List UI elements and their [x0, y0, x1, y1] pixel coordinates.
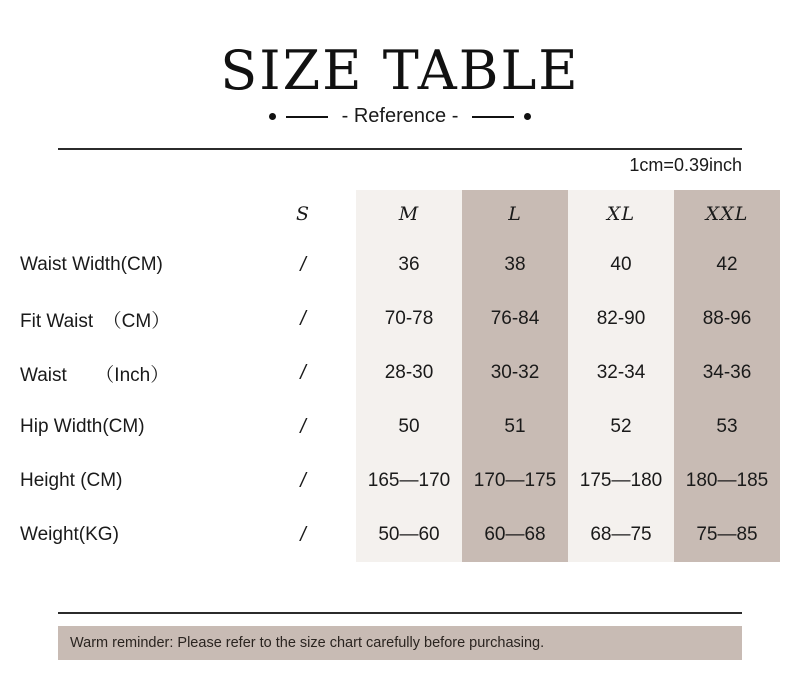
row-label: Hip Width(CM)	[20, 416, 145, 437]
subtitle-row	[0, 105, 800, 128]
cell-l: 76-84	[462, 292, 568, 346]
table-row	[20, 238, 780, 292]
decorative-line-right	[472, 116, 514, 118]
row-label: Waist （Inch）	[20, 364, 170, 386]
warning-banner	[58, 626, 742, 660]
cell-s: /	[300, 469, 306, 492]
cell-xxl: 34-36	[674, 346, 780, 400]
header-cell-size-xl: XL	[568, 190, 674, 238]
header-cell-size-l: L	[462, 190, 568, 238]
cell-xl: 175—180	[568, 454, 674, 508]
header-row	[20, 190, 780, 238]
cell-l: 30-32	[462, 346, 568, 400]
cell-m: 36	[356, 238, 462, 292]
cell-m: 28-30	[356, 346, 462, 400]
row-label: Weight(KG)	[20, 524, 119, 545]
cell-s: /	[300, 307, 306, 330]
size-table-wrapper	[20, 190, 780, 562]
table-head	[20, 190, 780, 238]
row-label: Height (CM)	[20, 470, 123, 491]
table-row	[20, 292, 780, 346]
cell-m: 50—60	[356, 508, 462, 562]
cell-xxl: 88-96	[674, 292, 780, 346]
cell-xl: 32-34	[568, 346, 674, 400]
cell-xl: 52	[568, 400, 674, 454]
cell-s: /	[300, 361, 306, 384]
cell-s: /	[300, 253, 306, 276]
decorative-line-left	[286, 116, 328, 118]
table-row	[20, 400, 780, 454]
decorative-dot-right	[524, 113, 531, 120]
cell-l: 60—68	[462, 508, 568, 562]
header-cell-label	[20, 190, 250, 238]
row-label: Waist Width(CM)	[20, 254, 163, 275]
table-body	[20, 238, 780, 562]
table-row	[20, 346, 780, 400]
cell-l: 51	[462, 400, 568, 454]
divider-top	[58, 148, 742, 150]
size-table	[20, 190, 780, 562]
cell-xl: 68—75	[568, 508, 674, 562]
table-row	[20, 508, 780, 562]
warning-text: Warm reminder: Please refer to the size chart carefully before purchasing.	[70, 635, 545, 651]
cell-xl: 40	[568, 238, 674, 292]
cell-m: 50	[356, 400, 462, 454]
cell-m: 70-78	[356, 292, 462, 346]
decorative-dot-left	[269, 113, 276, 120]
cell-xxl: 42	[674, 238, 780, 292]
cell-s: /	[300, 523, 306, 546]
divider-bottom	[58, 612, 742, 614]
header-cell-size-s: S	[295, 203, 311, 225]
header-cell-size-xxl: XXL	[674, 190, 780, 238]
cell-s: /	[300, 415, 306, 438]
cell-l: 38	[462, 238, 568, 292]
header-cell-size-m: M	[356, 190, 462, 238]
conversion-note: 1cm=0.39inch	[629, 155, 742, 175]
cell-xl: 82-90	[568, 292, 674, 346]
cell-l: 170—175	[462, 454, 568, 508]
row-label: Fit Waist （CM）	[20, 310, 171, 332]
cell-xxl: 75—85	[674, 508, 780, 562]
table-row	[20, 454, 780, 508]
cell-xxl: 53	[674, 400, 780, 454]
subtitle-text: - Reference -	[341, 105, 459, 127]
cell-xxl: 180—185	[674, 454, 780, 508]
cell-m: 165—170	[356, 454, 462, 508]
page-title: SIZE TABLE	[220, 39, 580, 102]
